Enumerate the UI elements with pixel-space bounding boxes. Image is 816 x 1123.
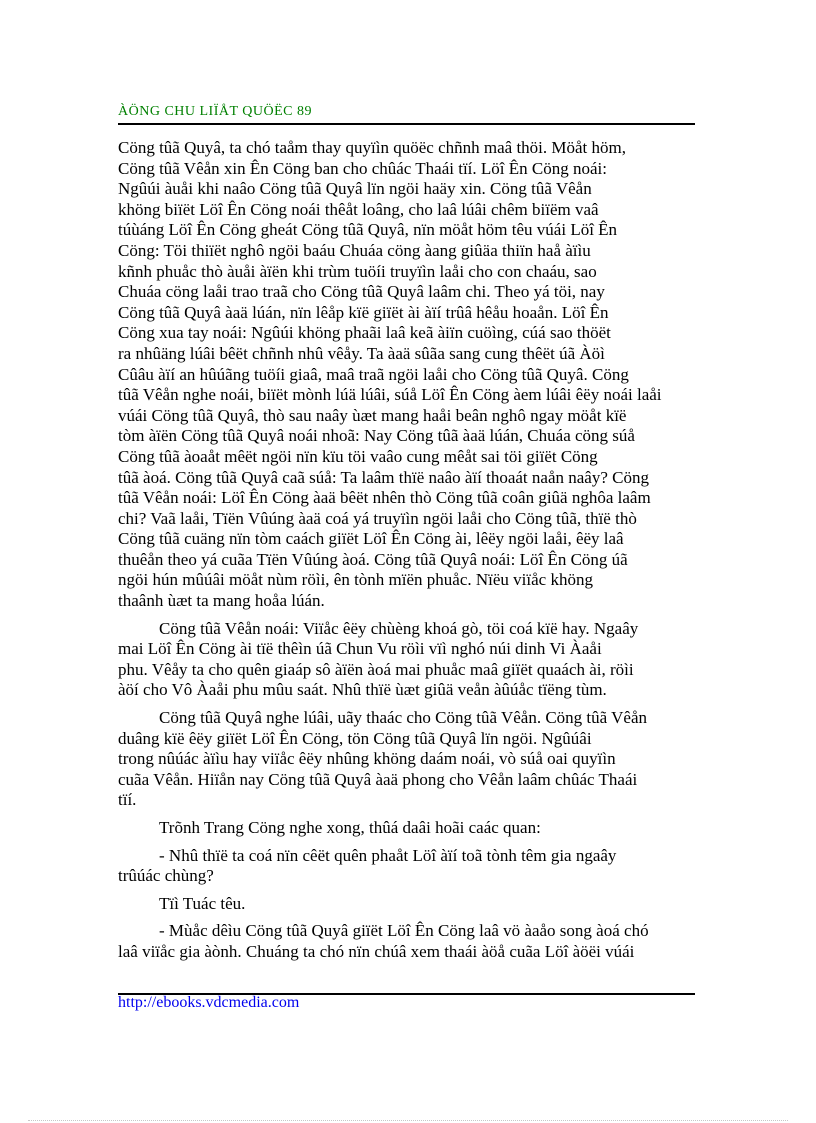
page-bottom-border — [28, 1120, 788, 1121]
paragraph — [118, 619, 733, 701]
paragraph — [118, 921, 733, 962]
text-line: tïí. — [118, 790, 137, 810]
paragraph — [118, 818, 733, 839]
text-line: Ngûúi àuåi khi naâo Cöng tûã Quyâ lïn ngöi haäy xin. Cöng tûã Vêån — [118, 179, 592, 199]
paragraph — [118, 846, 733, 887]
text-line: Cöng tûã cuäng nïn tòm caách giïët Löî Ên Cöng ài, lêëy ngöi laåi, êëy laâ — [118, 529, 624, 549]
text-line: duâng kïë êëy giïët Löî Ên Cöng, tön Cöng tûã Quyâ lïn ngöi. Ngûúâi — [118, 728, 592, 748]
text-line: khöng biïët Löî Ên Cöng noái thêåt loâng, cho laâ lúâi chêm biïëm vaâ — [118, 199, 599, 219]
text-line: ra nhûäng lúâi bêët chñnh nhû vêåy. Ta àaä sûãa sang cung thêët úã Àöì — [118, 343, 605, 363]
page-header: ÀÖNG CHU LIÏÅT QUÖËC 89 — [118, 104, 313, 119]
text-line: Cöng: Töi thiïët nghô ngöi baáu Chuáa cöng àang giûäa thiïn haå àïìu — [118, 240, 591, 260]
text-line: àöí cho Vô Àaåi phu mûu saát. Nhû thïë ùæt giûä veån àûúåc tïëng tùm. — [118, 680, 607, 700]
paragraph — [118, 138, 733, 612]
text-line: Chuáa cöng laåi trao traã cho Cöng tûã Quyâ laâm chi. Theo yá töi, nay — [118, 282, 605, 302]
footer-link[interactable]: http://ebooks.vdcmedia.com — [118, 994, 300, 1011]
text-line: trong nûúác àïìu hay viïåc êëy nhûng khöng daám noái, vò súå oai quyïìn — [118, 749, 616, 769]
paragraph — [118, 894, 733, 915]
text-line: Cöng tûã Quyâ, ta chó taåm thay quyïìn quöëc chñnh maâ thöi. Möåt höm, — [118, 138, 626, 157]
text-line: túùáng Löî Ên Cöng gheát Cöng tûã Quyâ, nïn möåt höm têu vúái Löî Ên — [118, 220, 618, 240]
text-line: Tïì Tuác têu. — [159, 893, 246, 913]
text-line: Cöng tûã àoaåt mêët ngöi nïn kïu töi vaâo cung mêåt sai töi giïët Cöng — [118, 446, 598, 466]
document-body — [118, 138, 733, 970]
text-line: Cöng tûã Quyâ nghe lúâi, uãy thaác cho Cöng tûã Vêån. Cöng tûã Vêån — [159, 708, 648, 728]
text-line: tûã Vêån nghe noái, biïët mònh lúä lúâi, súå Löî Ên Cöng àem lúâi êëy noái laåi — [118, 385, 662, 405]
text-line: Cöng xua tay noái: Ngûúi khöng phaãi laâ keã àiïn cuöìng, cúá sao thöët — [118, 323, 611, 343]
text-line: ngöi hún mûúâi möåt nùm röìi, ên tònh mïën phuåc. Nïëu viïåc khöng — [118, 570, 593, 590]
text-line: trûúác chùng? — [118, 866, 214, 886]
text-line: - Mùåc dêìu Cöng tûã Quyâ giïët Löî Ên Cöng laâ vö àaåo song àoá chó — [159, 921, 649, 941]
header-divider — [118, 123, 695, 125]
text-line: chi? Vaã laåi, Tïën Vûúng àaä coá yá truyïìn ngöi laåi cho Cöng tûã, thïë thò — [118, 508, 637, 528]
text-line: tûã àoá. Cöng tûã Quyâ caã súå: Ta laâm thïë naâo àïí thoaát naån naây? Cöng — [118, 467, 649, 487]
text-line: tûã Vêån noái: Löî Ên Cöng àaä bêët nhên thò Cöng tûã coân giûä nghôa laâm — [118, 488, 651, 508]
text-line: Cöng tûã Vêån xin Ên Cöng ban cho chûác Thaái tïí. Löî Ên Cöng noái: — [118, 158, 607, 178]
text-line: Cöng tûã Vêån noái: Viïåc êëy chùèng khoá gò, töi coá kïë hay. Ngaây — [159, 618, 639, 638]
text-line: tòm àïën Cöng tûã Quyâ noái nhoã: Nay Cöng tûã àaä lúán, Chuáa cöng súå — [118, 426, 635, 446]
text-line: kñnh phuåc thò àuåi àïën khi trùm tuöíi truyïìn laåi cho con chaáu, sao — [118, 261, 597, 281]
text-line: thuêån theo yá cuãa Tïën Vûúng àoá. Cöng tûã Quyâ noái: Löî Ên Cöng úã — [118, 549, 628, 569]
text-line: Cöng tûã Quyâ àaä lúán, nïn lêåp kïë giïët ài àïí trûâ hêåu hoaån. Löî Ên — [118, 302, 609, 322]
text-line: cuãa Vêån. Hiïån nay Cöng tûã Quyâ àaä phong cho Vêån laâm chûác Thaái — [118, 769, 638, 789]
text-line: vúái Cöng tûã Quyâ, thò sau naây ùæt mang haåi beân nghô ngay möåt kïë — [118, 405, 627, 425]
text-line: mai Löî Ên Cöng ài tïë thêìn úã Chun Vu röìi vïì nghó núi dinh Vi Àaåi — [118, 639, 602, 659]
text-line: phu. Vêåy ta cho quên giaáp sô àïën àoá mai phuåc maâ giïët quaách ài, röìi — [118, 659, 634, 679]
text-line: Cûâu àïí an hûúãng tuöíi giaâ, maâ traã ngöi laåi cho Cöng tûã Quyâ. Cöng — [118, 364, 629, 384]
paragraph — [118, 708, 733, 811]
text-line: - Nhû thïë ta coá nïn cêët quên phaåt Löî àïí toã tònh têm gia ngaây — [159, 845, 617, 865]
text-line: laâ viïåc gia àònh. Chuáng ta chó nïn chúâ xem thaái àöå cuãa Löî àöëi vúái — [118, 941, 635, 961]
text-line: Trõnh Trang Cöng nghe xong, thûá daâi hoãi caác quan: — [159, 818, 541, 837]
text-line: thaânh ùæt ta mang hoåa lúán. — [118, 591, 325, 611]
